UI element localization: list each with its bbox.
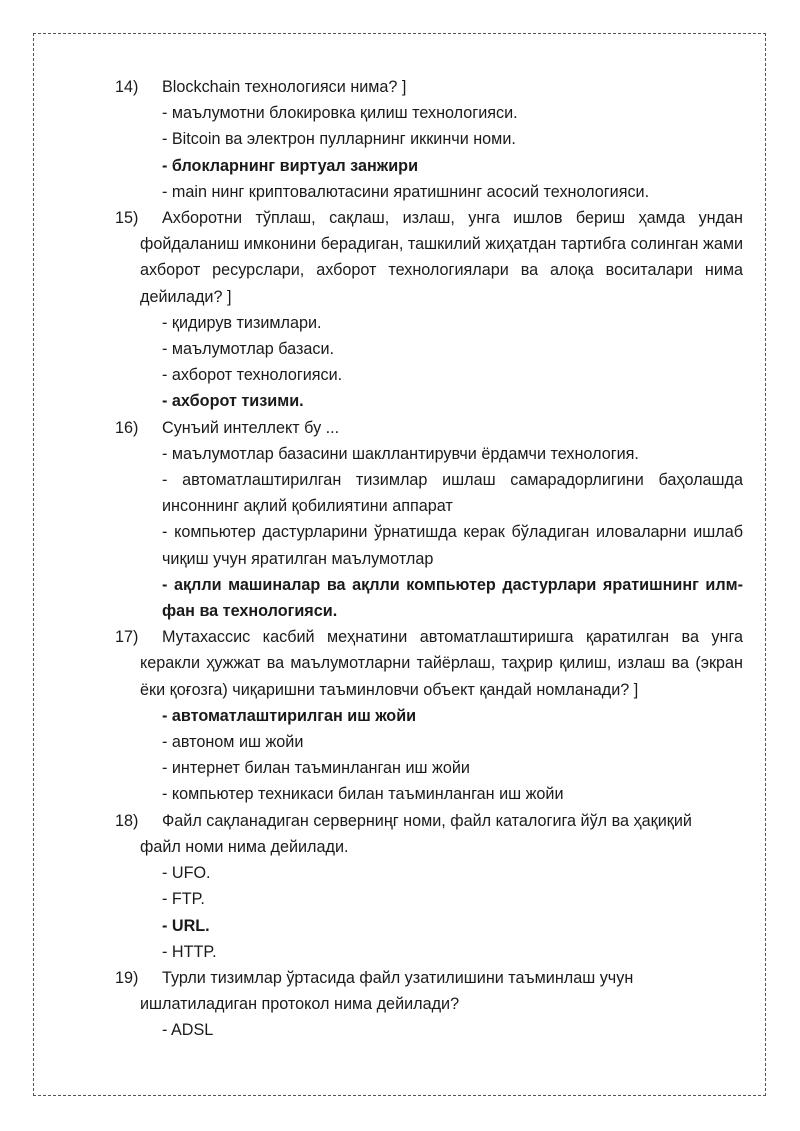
question-block	[115, 415, 743, 625]
question-header	[115, 74, 743, 100]
question-block	[115, 808, 743, 965]
question-header	[115, 415, 743, 441]
answer-option: - main нинг криптовалютасини яратишнинг асосий технологияси.	[162, 182, 650, 201]
answer-option: - қидирув тизимлари.	[162, 313, 322, 332]
question-header	[115, 808, 743, 834]
answer-option-correct: - ахборот тизими.	[162, 392, 304, 411]
question-header	[115, 965, 743, 991]
question-number: 16)	[115, 418, 139, 437]
question-number: 14)	[115, 78, 139, 96]
answer-option-correct: - автоматлаштирилган иш жойи	[162, 706, 417, 725]
answer-option-correct: - ақлли машиналар ва ақлли компьютер дастурлари яратишнинг илм-фан ва технологияси.	[162, 575, 743, 621]
answer-option: - компьютер техникаси билан таъминланган иш жойи	[162, 785, 564, 804]
question-text: Blockchain технологияси нима? ]	[162, 78, 407, 96]
question-block	[115, 624, 743, 807]
answer-option: - маълумотлар базасини шакллантирувчи ёрдамчи технология.	[162, 444, 639, 463]
answer-option-correct: - URL.	[162, 916, 210, 935]
question-block	[115, 965, 743, 1044]
answer-option: - автоматлаштирилган тизимлар ишлаш самарадорлигини баҳолашда инсоннинг ақлий қобилиятини аппарат	[162, 471, 743, 516]
answer-option: - интернет билан таъминланган иш жойи	[162, 759, 470, 778]
question-header	[115, 205, 743, 231]
question-text: Ахборотни тўплаш, сақлаш, излаш, унга ишлов бериш ҳамда ундан	[162, 209, 743, 228]
question-text: Сунъий интеллект бу ...	[162, 418, 340, 437]
answer-option: - маълумотлар базаси.	[162, 340, 335, 359]
question-text: Файл сақланадиган серверниңг номи, файл каталогига йўл ва ҳақиқий	[162, 811, 692, 830]
answer-option: - ADSL	[162, 1021, 214, 1040]
question-header	[115, 624, 743, 650]
question-text-continued: ишлатиладиган протокол нима дейилади?	[140, 995, 460, 1014]
question-block	[115, 205, 743, 415]
question-number: 17)	[115, 628, 139, 647]
answer-option: - маълумотни блокировка қилиш технологияси.	[162, 104, 518, 123]
answer-option: - FTP.	[162, 890, 205, 909]
question-number: 19)	[115, 968, 139, 987]
answer-option: - HTTP.	[162, 942, 217, 961]
question-text-continued: керакли ҳужжат ва маълумотларни тайёрлаш, таҳрир қилиш, излаш ва (экран ёки қоғозга) чиқаришни таъминловчи объект қандай номланади? ]	[140, 654, 743, 699]
question-text-continued: файл номи нима дейилади.	[140, 837, 349, 856]
answer-option: - автоном иш жойи	[162, 733, 304, 752]
answer-option: - компьютер дастурларини ўрнатишда керак бўладиган иловаларни ишлаб чиқиш учун яратилган маълумотлар	[162, 523, 743, 568]
answer-option-correct: - блокларнинг виртуал занжири	[162, 156, 419, 175]
answer-option: - ахборот технологияси.	[162, 366, 343, 385]
question-text: Турли тизимлар ўртасида файл узатилишини таъминлаш учун	[162, 968, 634, 987]
answer-option: - UFO.	[162, 864, 211, 883]
question-number: 15)	[115, 209, 139, 228]
question-block	[115, 74, 743, 205]
question-text: Мутахассис касбий меҳнатини автоматлаштиришга қаратилган ва унга	[162, 628, 743, 647]
question-number: 18)	[115, 811, 139, 830]
document-body	[115, 74, 743, 1044]
question-text-continued: фойдаланиш имконини берадиган, ташкилий жиҳатдан тартибга солинган жами ахборот ресурслари, ахборот технологиялари ва алоқа воситалари нима дейилади? ]	[140, 235, 743, 306]
answer-option: - Bitcoin ва электрон пулларнинг иккинчи номи.	[162, 130, 516, 149]
